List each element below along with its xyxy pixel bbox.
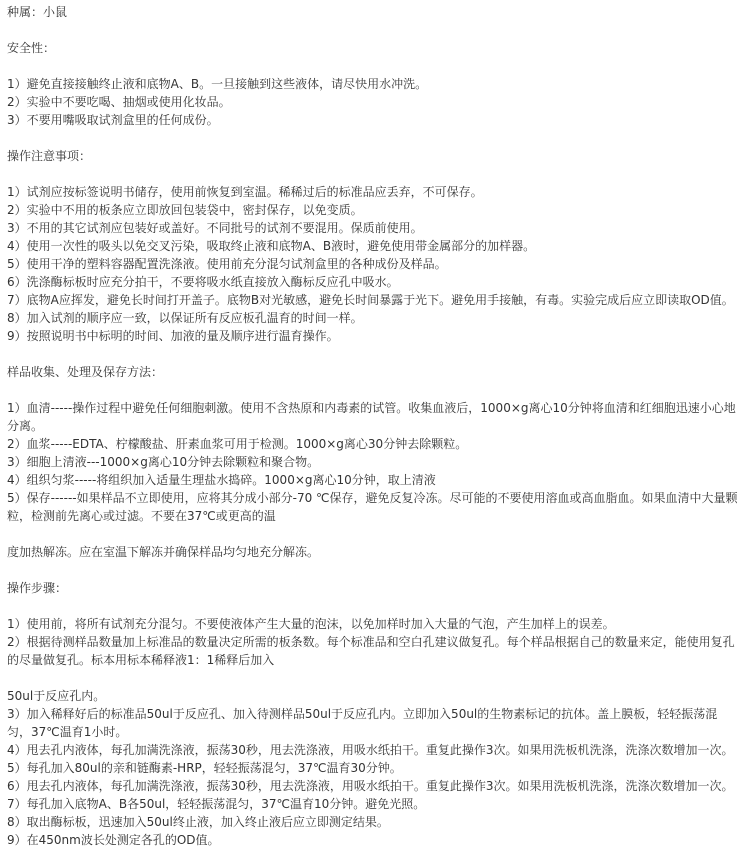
- safety-heading: 安全性：: [7, 41, 56, 55]
- precaution-item: 8）加入试剂的顺序应一致，以保证所有反应板孔温育的时间一样。: [7, 311, 363, 325]
- procedure-step: 8）取出酶标板，迅速加入50ul终止液，加入终止液后应立即测定结果。: [7, 815, 389, 829]
- procedure-heading: 操作步骤：: [7, 581, 68, 595]
- precaution-item: 9）按照说明书中标明的时间、加液的量及顺序进行温育操作。: [7, 329, 339, 343]
- precaution-item: 6）洗涤酶标板时应充分拍干，不要将吸水纸直接放入酶标反应孔中吸水。: [7, 275, 399, 289]
- sample-item: 3）细胞上清液---1000×g离心10分钟去除颗粒和聚合物。: [7, 455, 320, 469]
- sample-item: 4）组织匀浆-----将组织加入适量生理盐水捣碎。1000×g离心10分钟，取上清液: [7, 473, 436, 487]
- precaution-item: 2）实验中不用的板条应立即放回包装袋中，密封保存，以免变质。: [7, 203, 363, 217]
- precaution-item: 4）使用一次性的吸头以免交叉污染，吸取终止液和底物A、B液时，避免使用带金属部分的加样器。: [7, 239, 536, 253]
- spacer: [7, 345, 740, 363]
- safety-item: 3）不要用嘴吸取试剂盒里的任何成份。: [7, 113, 219, 127]
- precaution-item: 5）使用干净的塑料容器配置洗涤液。使用前充分混匀试剂盒里的各种成份及样品。: [7, 257, 447, 271]
- spacer: [7, 129, 740, 147]
- procedure-step: 7）每孔加入底物A、B各50ul，轻轻振荡混匀，37℃温育10分钟。避免光照。: [7, 797, 426, 811]
- procedure-step: 50ul于反应孔内。: [7, 689, 106, 703]
- procedure-step: 4）甩去孔内液体，每孔加满洗涤液，振荡30秒，甩去洗涤液，用吸水纸拍干。重复此操作3次。如果用洗板机洗涤，洗涤次数增加一次。: [7, 743, 734, 757]
- precautions-heading: 操作注意事项：: [7, 149, 92, 163]
- safety-item: 2）实验中不要吃喝、抽烟或使用化妆品。: [7, 95, 231, 109]
- spacer: [7, 597, 740, 615]
- precaution-item: 3）不用的其它试剂应包装好或盖好。不同批号的试剂不要混用。保质前使用。: [7, 221, 423, 235]
- spacer: [7, 525, 740, 543]
- safety-item: 1）避免直接接触终止液和底物A、B。一旦接触到这些液体，请尽快用水冲洗。: [7, 77, 428, 91]
- spacer: [7, 165, 740, 183]
- sample-item: 5）保存------如果样品不立即使用，应将其分成小部分-70 ℃保存，避免反复冷冻。尽可能的不要使用溶血或高血脂血。如果血清中大量颗粒，检测前先离心或过滤。不要在37℃或更高的温: [7, 491, 738, 523]
- spacer: [7, 669, 740, 687]
- procedure-step: 6）甩去孔内液体，每孔加满洗涤液，振荡30秒，甩去洗涤液，用吸水纸拍干。重复此操作3次。如果用洗板机洗涤，洗涤次数增加一次。: [7, 779, 734, 793]
- procedure-step: 9）在450nm波长处测定各孔的OD值。: [7, 833, 220, 847]
- spacer: [7, 381, 740, 399]
- spacer: [7, 561, 740, 579]
- procedure-step: 1）使用前，将所有试剂充分混匀。不要使液体产生大量的泡沫，以免加样时加入大量的气泡，产生加样上的误差。: [7, 617, 615, 631]
- spacer: [7, 21, 740, 39]
- precaution-item: 7）底物A应挥发，避免长时间打开盖子。底物B对光敏感，避免长时间暴露于光下。避免用手接触，有毒。实验完成后应立即读取OD值。: [7, 293, 734, 307]
- samples-heading: 样品收集、处理及保存方法：: [7, 365, 164, 379]
- procedure-step: 2）根据待测样品数量加上标准品的数量决定所需的板条数。每个标准品和空白孔建议做复孔。每个样品根据自己的数量来定，能使用复孔的尽量做复孔。标本用标本稀释液1：1稀释后加入: [7, 635, 735, 667]
- sample-item: 1）血清-----操作过程中避免任何细胞刺激。使用不含热原和内毒素的试管。收集血液后，1000×g离心10分钟将血清和红细胞迅速小心地分离。: [7, 401, 736, 433]
- precaution-item: 1）试剂应按标签说明书储存，使用前恢复到室温。稀稀过后的标准品应丢弃，不可保存。: [7, 185, 483, 199]
- procedure-step: 5）每孔加入80ul的亲和链酶素-HRP，轻轻振荡混匀，37℃温育30分钟。: [7, 761, 402, 775]
- document-body: [7, 3, 740, 849]
- sample-item: 2）血浆-----EDTA、柠檬酸盐、肝素血浆可用于检测。1000×g离心30分钟去除颗粒。: [7, 437, 468, 451]
- sample-continuation: 度加热解冻。应在室温下解冻并确保样品均匀地充分解冻。: [7, 545, 320, 559]
- species-line: 种属：小鼠: [7, 5, 68, 19]
- spacer: [7, 57, 740, 75]
- procedure-step: 3）加入稀释好后的标准品50ul于反应孔、加入待测样品50ul于反应孔内。立即加入50ul的生物素标记的抗体。盖上膜板，轻轻振荡混匀，37℃温育1小时。: [7, 707, 718, 739]
